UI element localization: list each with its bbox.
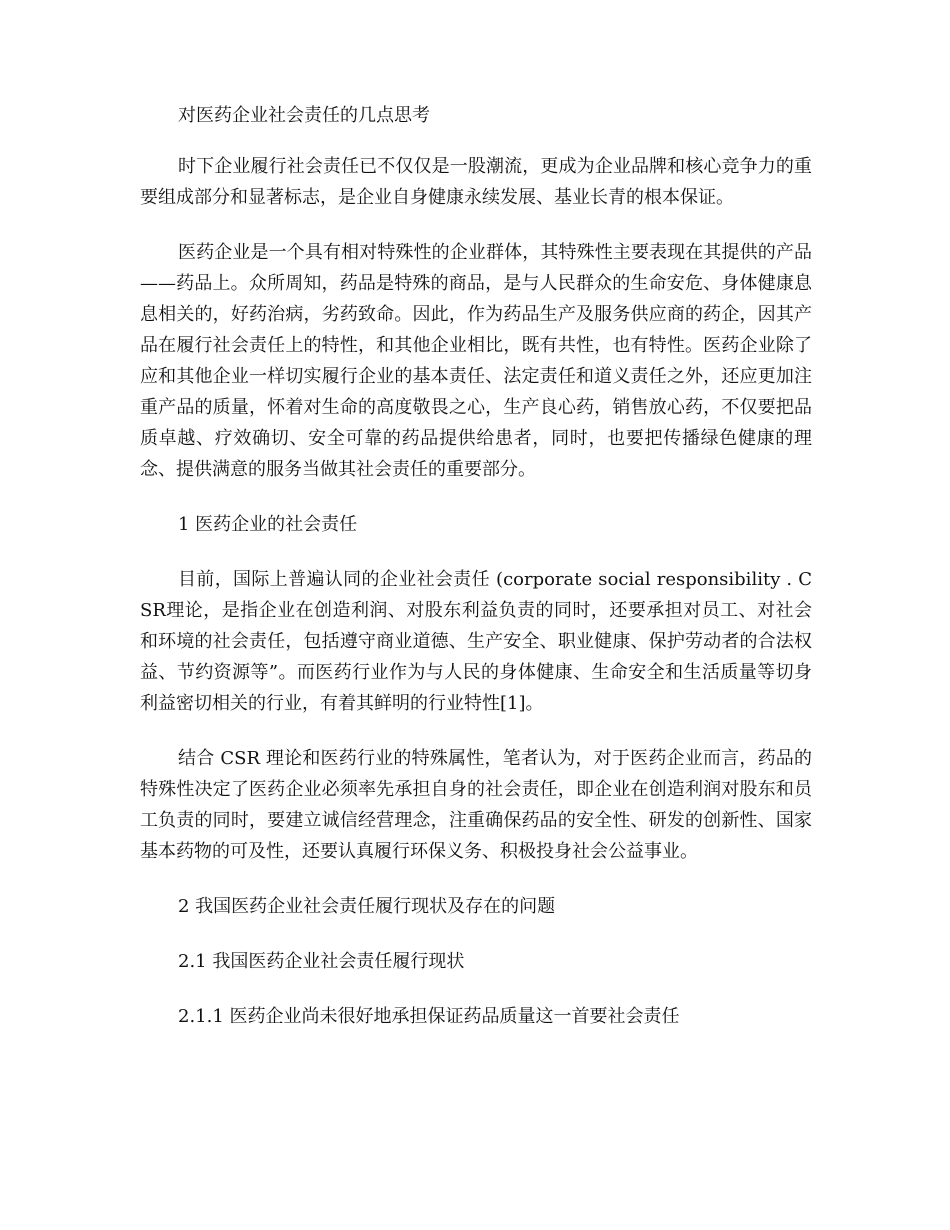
- intro-paragraph-2: 医药企业是一个具有相对特殊性的企业群体，其特殊性主要表现在其提供的产品——药品上。众所周知，药品是特殊的商品，是与人民群众的生命安危、身体健康息息相关的，好药治病，劣药致命。因此，作为药品生产及服务供应商的药企，因其产品在履行社会责任上的特性，和其他企业相比，既有共性，也有特性。医药企业除了应和其他企业一样切实履行企业的基本责任、法定责任和道义责任之外，还应更加注重产品的质量，怀着对生命的高度敬畏之心，生产良心药，销售放心药，不仅要把品质卓越、疗效确切、安全可靠的药品提供给患者，同时，也要把传播绿色健康的理念、提供满意的服务当做其社会责任的重要部分。: [140, 242, 812, 480]
- section-1-paragraph-1: 目前，国际上普遍认同的企业社会责任 (corporate social responsibility . CSR理论，是指企业在创造利润、对股东利益负责的同时，还要承担对员工、对社会和环境的社会责任，包括遵守商业道德、生产安全、职业健康、保护劳动者的合法权益、节约资源等”。而医药行业作为与人民的身体健康、生命安全和生活质量等切身利益密切相关的行业，有着其鲜明的行业特性[1]。: [140, 569, 812, 714]
- section-2-1-heading: 2.1 我国医药企业社会责任履行现状: [178, 951, 465, 972]
- intro-paragraph-1: 时下企业履行社会责任已不仅仅是一股潮流，更成为企业品牌和核心竞争力的重要组成部分和显著标志，是企业自身健康永续发展、基业长青的根本保证。: [140, 156, 812, 208]
- document-page: [140, 100, 812, 1056]
- section-2-heading: 2 我国医药企业社会责任履行现状及存在的问题: [178, 896, 556, 917]
- section-1-heading: 1 医药企业的社会责任: [178, 514, 358, 535]
- section-2-1-1-heading: 2.1.1 医药企业尚未很好地承担保证药品质量这一首要社会责任: [178, 1006, 680, 1027]
- section-1-paragraph-2: 结合 CSR 理论和医药行业的特殊属性，笔者认为，对于医药企业而言，药品的特殊性决定了医药企业必须率先承担自身的社会责任，即企业在创造利润对股东和员工负责的同时，要建立诚信经营理念，注重确保药品的安全性、研发的创新性、国家基本药物的可及性，还要认真履行环保义务、积极投身社会公益事业。: [140, 748, 812, 862]
- document-title: 对医药企业社会责任的几点思考: [178, 105, 430, 126]
